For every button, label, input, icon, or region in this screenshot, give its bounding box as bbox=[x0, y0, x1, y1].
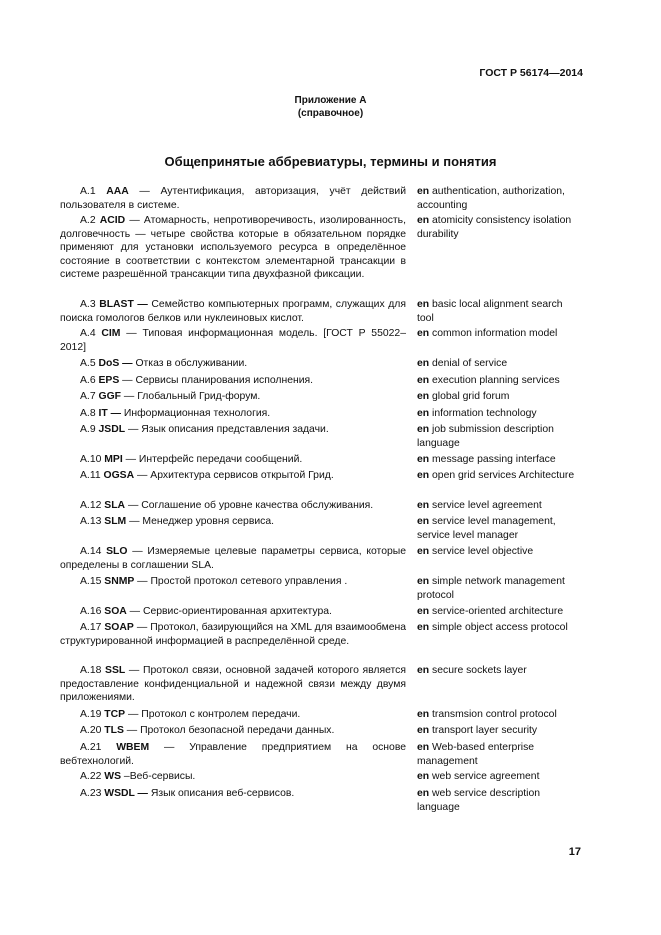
term-definition-ru bbox=[60, 708, 406, 722]
term-number: А.10 bbox=[80, 454, 102, 465]
term-abbreviation: BLAST — bbox=[99, 299, 148, 310]
term-definition-ru bbox=[60, 724, 406, 738]
term-abbreviation: MPI bbox=[104, 454, 123, 465]
term-english bbox=[417, 390, 577, 404]
term-number: А.23 bbox=[80, 788, 102, 799]
term-description: Типовая информационная модель. [ГОСТ Р 55022–2012] bbox=[60, 328, 406, 353]
term-number: А.1 bbox=[80, 186, 96, 197]
english-equivalent: simple object access protocol bbox=[432, 622, 568, 633]
term-separator: — bbox=[149, 742, 190, 753]
language-code: en bbox=[417, 470, 430, 481]
language-code: en bbox=[417, 665, 430, 676]
language-code: en bbox=[417, 771, 430, 782]
term-separator: — bbox=[127, 546, 148, 557]
language-code: en bbox=[417, 186, 430, 197]
english-equivalent: service-oriented architecture bbox=[432, 606, 564, 617]
language-code: en bbox=[417, 408, 430, 419]
annex-title: Приложение А bbox=[294, 95, 367, 106]
term-number: А.19 bbox=[80, 709, 102, 720]
term-english bbox=[417, 724, 577, 738]
term-number: А.8 bbox=[80, 408, 96, 419]
term-description: Архитектура сервисов открытой Грид. bbox=[150, 470, 334, 481]
term-definition-ru bbox=[60, 185, 406, 212]
term-number: А.16 bbox=[80, 606, 102, 617]
standard-number: ГОСТ Р 56174—2014 bbox=[479, 67, 583, 79]
english-equivalent: transmsion control protocol bbox=[432, 709, 557, 720]
term-description: Менеджер уровня сервиса. bbox=[142, 516, 275, 527]
term-separator: — bbox=[128, 186, 161, 197]
term-number: А.11 bbox=[80, 470, 101, 481]
term-abbreviation: OGSA bbox=[103, 470, 135, 481]
term-abbreviation: SLM bbox=[104, 516, 127, 527]
language-code: en bbox=[417, 215, 430, 226]
term-number: А.6 bbox=[80, 375, 96, 386]
term-definition-ru bbox=[60, 770, 406, 784]
term-abbreviation: WBEM bbox=[116, 742, 150, 753]
term-definition-ru bbox=[60, 575, 406, 589]
term-number: А.15 bbox=[80, 576, 102, 587]
language-code: en bbox=[417, 500, 430, 511]
term-number: А.3 bbox=[80, 299, 96, 310]
term-number: А.2 bbox=[80, 215, 96, 226]
language-code: en bbox=[417, 358, 430, 369]
english-equivalent: open grid services Architecture bbox=[432, 470, 575, 481]
term-english bbox=[417, 423, 577, 450]
term-description: Протокол, базирующийся на XML для взаимообмена структурированной информацией в распределённой среде. bbox=[60, 622, 407, 647]
term-abbreviation: SOAP bbox=[104, 622, 134, 633]
term-description: Атомарность, непротиворечивость, изолированность, долговечность — четыре свойства которые в обязательном порядке применяют для установки используемого ресурса в определённое состояние в соответствии с контекстом элементарной трансакции в системе разрешённой трансакции типа двухфазной фиксации. bbox=[60, 215, 406, 280]
term-separator: — bbox=[125, 709, 142, 720]
english-equivalent: denial of service bbox=[432, 358, 508, 369]
term-english bbox=[417, 357, 577, 371]
term-english bbox=[417, 770, 577, 784]
term-english bbox=[417, 453, 577, 467]
term-english bbox=[417, 708, 577, 722]
term-english bbox=[417, 469, 577, 483]
term-definition-ru bbox=[60, 327, 406, 354]
term-definition-ru bbox=[60, 499, 406, 513]
term-description: Глобальный Грид-форум. bbox=[137, 391, 261, 402]
term-number: А.18 bbox=[80, 665, 102, 676]
term-separator: — bbox=[134, 576, 151, 587]
language-code: en bbox=[417, 424, 430, 435]
term-number: А.9 bbox=[80, 424, 96, 435]
term-definition-ru bbox=[60, 214, 406, 282]
english-equivalent: service level objective bbox=[432, 546, 534, 557]
term-english bbox=[417, 407, 577, 421]
term-separator: — bbox=[125, 665, 143, 676]
term-separator: — bbox=[125, 500, 142, 511]
term-english bbox=[417, 545, 577, 559]
term-number: А.13 bbox=[80, 516, 102, 527]
term-definition-ru bbox=[60, 545, 406, 572]
language-code: en bbox=[417, 709, 430, 720]
english-equivalent: execution planning services bbox=[432, 375, 560, 386]
term-description: Сервисы планирования исполнения. bbox=[135, 375, 314, 386]
language-code: en bbox=[417, 725, 430, 736]
term-description: Аутентификация, авторизация, учёт действий пользователя в системе. bbox=[60, 186, 407, 211]
term-separator: — bbox=[125, 424, 142, 435]
term-separator: — bbox=[123, 725, 141, 736]
term-english bbox=[417, 374, 577, 388]
term-english bbox=[417, 787, 577, 814]
term-abbreviation: SNMP bbox=[104, 576, 135, 587]
language-code: en bbox=[417, 546, 430, 557]
english-equivalent: information technology bbox=[432, 408, 537, 419]
term-number: А.17 bbox=[80, 622, 102, 633]
term-english bbox=[417, 621, 577, 635]
term-definition-ru bbox=[60, 787, 406, 801]
language-code: en bbox=[417, 328, 430, 339]
term-abbreviation: AAA bbox=[106, 186, 129, 197]
english-equivalent: Web-based enterprise management bbox=[417, 742, 535, 767]
term-separator: – bbox=[121, 771, 130, 782]
language-code: en bbox=[417, 788, 430, 799]
term-english bbox=[417, 664, 577, 678]
english-equivalent: secure sockets layer bbox=[432, 665, 527, 676]
language-code: en bbox=[417, 391, 430, 402]
term-english bbox=[417, 214, 577, 241]
page-number: 17 bbox=[568, 846, 581, 858]
term-definition-ru bbox=[60, 621, 406, 648]
term-separator: — bbox=[119, 375, 136, 386]
language-code: en bbox=[417, 299, 430, 310]
term-abbreviation: GGF bbox=[98, 391, 122, 402]
term-separator: — bbox=[122, 454, 139, 465]
language-code: en bbox=[417, 576, 430, 587]
term-abbreviation: CIM bbox=[101, 328, 121, 339]
term-english bbox=[417, 298, 577, 325]
term-abbreviation: IT — bbox=[98, 408, 122, 419]
english-equivalent: web service description language bbox=[417, 788, 541, 813]
term-definition-ru bbox=[60, 453, 406, 467]
term-number: А.14 bbox=[80, 546, 102, 557]
term-abbreviation: SOA bbox=[104, 606, 127, 617]
term-description: Протокол безопасной передачи данных. bbox=[140, 725, 335, 736]
english-equivalent: service level agreement bbox=[432, 500, 542, 511]
term-definition-ru bbox=[60, 515, 406, 529]
term-english bbox=[417, 575, 577, 602]
term-abbreviation: WSDL — bbox=[104, 788, 148, 799]
term-number: А.7 bbox=[80, 391, 96, 402]
english-equivalent: authentication, authorization, accounting bbox=[417, 186, 565, 211]
term-separator: — bbox=[126, 516, 143, 527]
term-definition-ru bbox=[60, 741, 406, 768]
term-description: Протокол связи, основной задачей которого является предоставление конфиденциальной и надежной связи между двумя приложениями. bbox=[60, 665, 407, 703]
english-equivalent: basic local alignment search tool bbox=[417, 299, 563, 324]
term-separator: — bbox=[133, 622, 151, 633]
term-abbreviation: SSL bbox=[105, 665, 126, 676]
term-abbreviation: SLA bbox=[104, 500, 126, 511]
term-description: Информационная технология. bbox=[123, 408, 271, 419]
term-number: А.12 bbox=[80, 500, 102, 511]
term-abbreviation: JSDL bbox=[98, 424, 126, 435]
language-code: en bbox=[417, 742, 430, 753]
term-definition-ru bbox=[60, 298, 406, 325]
term-number: А.20 bbox=[80, 725, 102, 736]
term-definition-ru bbox=[60, 407, 406, 421]
language-code: en bbox=[417, 375, 430, 386]
term-definition-ru bbox=[60, 423, 406, 437]
term-number: А.22 bbox=[80, 771, 102, 782]
term-description: Отказ в обслуживании. bbox=[135, 358, 248, 369]
language-code: en bbox=[417, 622, 430, 633]
term-abbreviation: TCP bbox=[104, 709, 126, 720]
term-abbreviation: DoS — bbox=[98, 358, 133, 369]
english-equivalent: web service agreement bbox=[432, 771, 540, 782]
term-number: А.21 bbox=[80, 742, 102, 753]
term-separator: — bbox=[126, 606, 143, 617]
term-description: Веб-сервисы. bbox=[129, 771, 196, 782]
term-definition-ru bbox=[60, 357, 406, 371]
language-code: en bbox=[417, 516, 430, 527]
term-description: Протокол с контролем передачи. bbox=[141, 709, 301, 720]
term-english bbox=[417, 185, 577, 212]
term-separator: — bbox=[125, 215, 144, 226]
english-equivalent: simple network management protocol bbox=[417, 576, 565, 601]
english-equivalent: transport layer security bbox=[432, 725, 538, 736]
term-description: Интерфейс передачи сообщений. bbox=[138, 454, 303, 465]
term-number: А.5 bbox=[80, 358, 96, 369]
term-description: Семейство компьютерных программ, служащих для поиска гомологов белков или нуклеиновых кислот. bbox=[60, 299, 406, 324]
term-abbreviation: EPS bbox=[98, 375, 120, 386]
term-abbreviation: ACID bbox=[99, 215, 126, 226]
term-definition-ru bbox=[60, 664, 406, 705]
term-description: Простой протокол сетевого управления . bbox=[150, 576, 348, 587]
term-abbreviation: WS bbox=[104, 771, 122, 782]
term-description: Язык описания веб-сервисов. bbox=[150, 788, 295, 799]
term-definition-ru bbox=[60, 374, 406, 388]
english-equivalent: message passing interface bbox=[432, 454, 556, 465]
term-description: Управление предприятием на основе вебтехнологий. bbox=[60, 742, 407, 767]
term-description: Язык описания представления задачи. bbox=[141, 424, 329, 435]
term-separator: — bbox=[134, 470, 151, 481]
english-equivalent: common information model bbox=[432, 328, 558, 339]
section-title: Общепринятые аббревиатуры, термины и понятия bbox=[164, 154, 497, 169]
term-english bbox=[417, 741, 577, 768]
term-abbreviation: SLO bbox=[106, 546, 128, 557]
term-definition-ru bbox=[60, 390, 406, 404]
annex-note: (справочное) bbox=[297, 108, 364, 119]
language-code: en bbox=[417, 454, 430, 465]
term-definition-ru bbox=[60, 469, 406, 483]
term-english bbox=[417, 499, 577, 513]
english-equivalent: global grid forum bbox=[432, 391, 510, 402]
term-number: А.4 bbox=[80, 328, 96, 339]
term-description: Соглашение об уровне качества обслуживания. bbox=[141, 500, 374, 511]
term-description: Измеряемые целевые параметры сервиса, которые определены в соглашении SLA. bbox=[60, 546, 406, 571]
english-equivalent: job submission description language bbox=[417, 424, 554, 449]
term-abbreviation: TLS bbox=[104, 725, 124, 736]
term-definition-ru bbox=[60, 605, 406, 619]
term-separator: — bbox=[121, 391, 138, 402]
term-english bbox=[417, 327, 577, 341]
term-english bbox=[417, 605, 577, 619]
english-equivalent: atomicity consistency isolation durability bbox=[417, 215, 572, 240]
term-separator: — bbox=[120, 328, 143, 339]
term-english bbox=[417, 515, 577, 542]
english-equivalent: service level management, service level manager bbox=[417, 516, 556, 541]
term-description: Сервис-ориентированная архитектура. bbox=[142, 606, 332, 617]
language-code: en bbox=[417, 606, 430, 617]
